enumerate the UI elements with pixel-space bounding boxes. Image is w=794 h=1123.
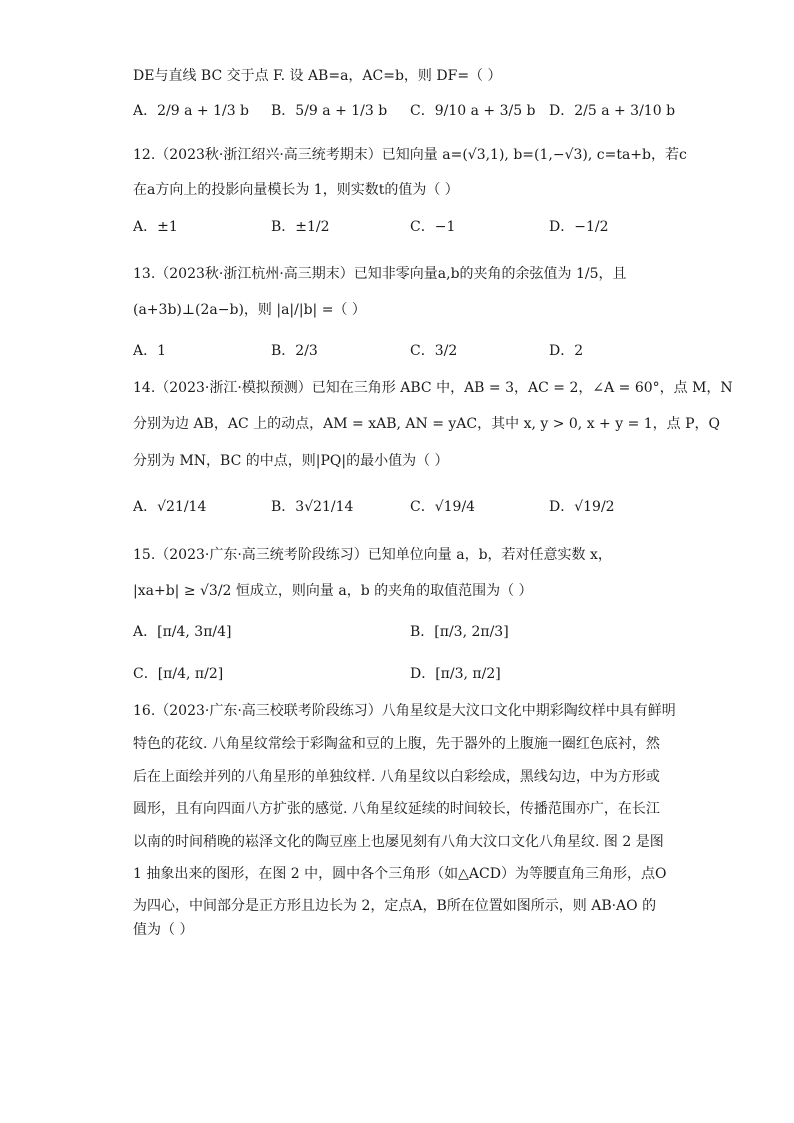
q12-stem-line2: 在a方向上的投影向量模长为 1，则实数t的值为（ ） bbox=[133, 182, 459, 198]
q12-stem-line1: 12.（2023秋·浙江绍兴·高三统考期末）已知向量 a=(√3,1), b=(1,−√3), c=ta+b，若c bbox=[133, 147, 687, 163]
q15-option-b: B．[π/3, 2π/3] bbox=[410, 624, 509, 640]
q14-option-c: C．√19/4 bbox=[410, 499, 476, 515]
q12-option-d: D．−1/2 bbox=[549, 219, 609, 235]
q16-stem-line2: 特色的花纹. 八角星纹常绘于彩陶盆和豆的上腹，先于器外的上腹施一圈红色底衬，然 bbox=[133, 736, 660, 752]
q15-stem-line2: |xa+b| ≥ √3/2 恒成立，则向量 a，b 的夹角的取值范围为（ ） bbox=[133, 583, 533, 599]
q16-stem-line3: 后在上面绘并列的八角星形的单独纹样. 八角星纹以白彩绘成，黑线勾边，中为方形或 bbox=[133, 769, 660, 785]
q11-stem-tail: DE与直线 BC 交于点 F. 设 AB=a，AC=b，则 DF=（ ） bbox=[133, 68, 502, 84]
q16-stem-line4: 圆形，且有向四面八方扩张的感觉. 八角星纹延续的时间较长，传播范围亦广，在长江 bbox=[133, 801, 660, 817]
q11-option-a: A．2/9 a + 1/3 b bbox=[133, 103, 250, 119]
q16-stem-line5: 以南的时间稍晚的崧泽文化的陶豆座上也屡见刻有八角大汶口文化八角星纹. 图 2 是图 bbox=[133, 834, 664, 850]
q16-stem-line8: 值为（ ） bbox=[133, 922, 194, 938]
q11-option-c: C．9/10 a + 3/5 b bbox=[410, 103, 536, 119]
q13-option-c: C．3/2 bbox=[410, 343, 458, 359]
q14-stem-line1: 14.（2023·浙江·模拟预测）已知在三角形 ABC 中，AB = 3，AC = 2，∠A = 60°，点 M，N bbox=[133, 380, 733, 396]
q14-stem-line3: 分别为 MN，BC 的中点，则|PQ|的最小值为（ ） bbox=[133, 453, 449, 469]
q15-stem-line1: 15.（2023·广东·高三统考阶段练习）已知单位向量 a，b，若对任意实数 x， bbox=[133, 547, 612, 563]
q16-stem-line6: 1 抽象出来的图形，在图 2 中，圆中各个三角形（如△ACD）为等腰直角三角形，点O bbox=[133, 866, 667, 882]
q15-option-a: A．[π/4, 3π/4] bbox=[133, 624, 232, 640]
q16-stem-line7: 为四心，中间部分是正方形且边长为 2，定点A，B所在位置如图所示，则 AB·AO 的 bbox=[133, 898, 657, 914]
q15-option-c: C．[π/4, π/2] bbox=[133, 666, 224, 682]
q11-option-b: B．5/9 a + 1/3 b bbox=[271, 103, 388, 119]
q11-option-d: D．2/5 a + 3/10 b bbox=[549, 103, 676, 119]
q14-option-a: A．√21/14 bbox=[133, 499, 207, 515]
q13-stem-line1: 13.（2023秋·浙江杭州·高三期末）已知非零向量a,b的夹角的余弦值为 1/5，且 bbox=[133, 266, 627, 282]
q15-option-d: D．[π/3, π/2] bbox=[410, 666, 501, 682]
q14-stem-line2: 分别为边 AB，AC 上的动点，AM = xAB, AN = yAC，其中 x, y > 0, x + y = 1，点 P，Q bbox=[133, 416, 721, 432]
q13-stem-line2: (a+3b)⊥(2a−b)，则 |a|/|b| =（ ） bbox=[133, 302, 366, 318]
q12-option-b: B．±1/2 bbox=[271, 219, 330, 235]
q12-option-c: C．−1 bbox=[410, 219, 456, 235]
q13-option-a: A．1 bbox=[133, 343, 167, 359]
q14-option-d: D．√19/2 bbox=[549, 499, 615, 515]
q14-option-b: B．3√21/14 bbox=[271, 499, 354, 515]
q13-option-d: D．2 bbox=[549, 343, 584, 359]
q13-option-b: B．2/3 bbox=[271, 343, 318, 359]
q12-option-a: A．±1 bbox=[133, 219, 178, 235]
q16-stem-line1: 16.（2023·广东·高三校联考阶段练习）八角星纹是大汶口文化中期彩陶纹样中具有鲜明 bbox=[133, 703, 676, 719]
